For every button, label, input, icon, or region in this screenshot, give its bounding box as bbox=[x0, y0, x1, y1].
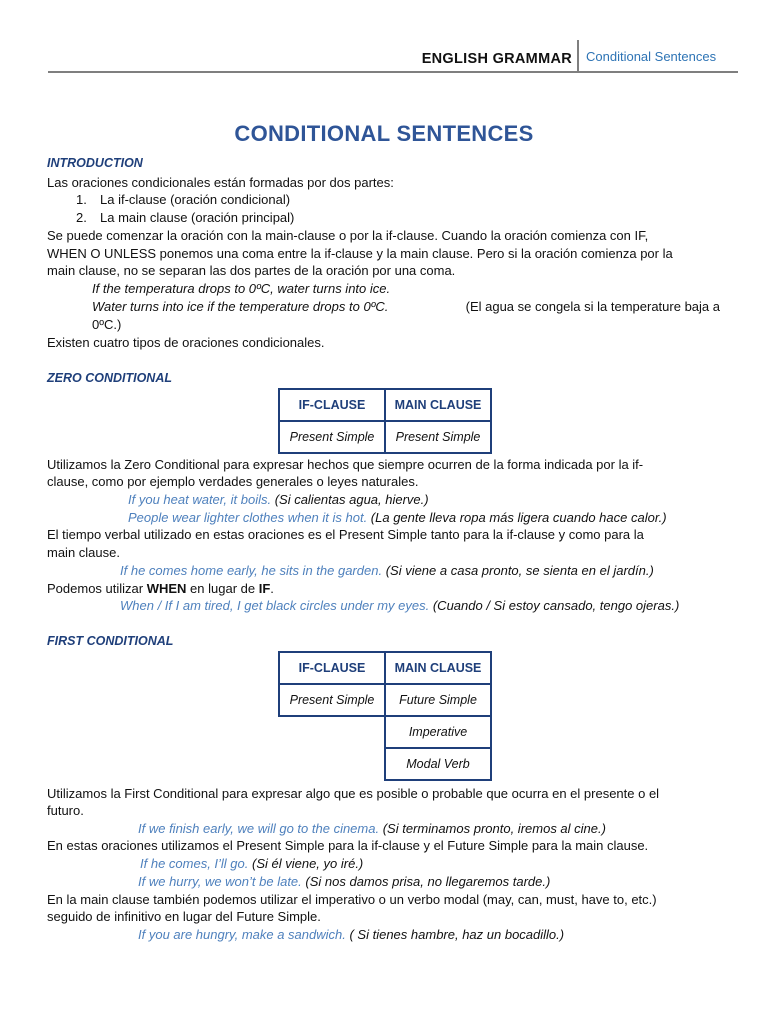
intro-paragraph-3: Existen cuatro tipos de oraciones condicionales. bbox=[47, 335, 325, 350]
first-paragraph-2: En estas oraciones utilizamos el Present Simple para la if-clause y el Future Simple para la main clause. bbox=[47, 838, 649, 853]
table-cell: Present Simple bbox=[385, 421, 491, 453]
list-text: La main clause (oración principal) bbox=[100, 210, 295, 225]
table-cell: Modal Verb bbox=[385, 748, 491, 780]
table-header-main-clause: MAIN CLAUSE bbox=[385, 652, 491, 684]
table-header-if-clause: IF-CLAUSE bbox=[279, 389, 385, 421]
zero-paragraph-2-line: El tiempo verbal utilizado en estas oraciones es el Present Simple tanto para la if-clause y como para la bbox=[47, 527, 644, 542]
first-conditional-table bbox=[278, 651, 492, 781]
document-title: CONDITIONAL SENTENCES bbox=[234, 121, 534, 146]
list-item bbox=[76, 191, 290, 209]
section-heading-introduction: INTRODUCTION bbox=[47, 156, 143, 170]
section-heading-first-conditional: FIRST CONDITIONAL bbox=[47, 634, 174, 648]
header-right-title: Conditional Sentences bbox=[586, 49, 717, 64]
table-empty-cell bbox=[279, 716, 385, 748]
table-cell: Present Simple bbox=[279, 684, 385, 716]
zero-paragraph-3: Podemos utilizar WHEN en lugar de IF. bbox=[47, 581, 274, 596]
intro-paragraph-2-line: WHEN O UNLESS ponemos una coma entre la if-clause y la main clause. Pero si la oración comienza por la bbox=[47, 246, 673, 261]
intro-paragraph-2-line: Se puede comenzar la oración con la main-clause o por la if-clause. Cuando la oración comienza con IF, bbox=[47, 228, 649, 243]
example-sentence: If he comes, I’ll go. (Si él viene, yo iré.) bbox=[140, 856, 364, 871]
example-sentence: If the temperatura drops to 0ºC, water turns into ice. bbox=[92, 281, 391, 296]
table-cell: Future Simple bbox=[385, 684, 491, 716]
first-paragraph-3-line: En la main clause también podemos utilizar el imperativo o un verbo modal (may, can, must, have to, etc.) bbox=[47, 892, 657, 907]
zero-paragraph-1-line: Utilizamos la Zero Conditional para expresar hechos que siempre ocurren de la forma indicada por la if- bbox=[47, 457, 644, 472]
table-header-if-clause: IF-CLAUSE bbox=[279, 652, 385, 684]
intro-paragraph-2-line: main clause, no se separan las dos partes de la oración por una coma. bbox=[47, 263, 456, 278]
header-rule bbox=[48, 71, 738, 73]
intro-paragraph-1: Las oraciones condicionales están formadas por dos partes: bbox=[47, 175, 394, 190]
section-heading-zero-conditional: ZERO CONDITIONAL bbox=[47, 371, 172, 385]
example-sentence: People wear lighter clothes when it is hot. (La gente lleva ropa más ligera cuando hace calor.) bbox=[128, 510, 667, 525]
table-header-main-clause: MAIN CLAUSE bbox=[385, 389, 491, 421]
example-sentence: Water turns into ice if the temperature drops to 0ºC. (El agua se congela si la temperature baja a bbox=[92, 299, 720, 314]
zero-conditional-table bbox=[278, 388, 492, 454]
example-sentence-cont: 0ºC.) bbox=[92, 317, 122, 332]
example-sentence: If we hurry, we won’t be late. (Si nos damos prisa, no llegaremos tarde.) bbox=[138, 874, 551, 889]
table-cell: Imperative bbox=[385, 716, 491, 748]
first-paragraph-1-line: futuro. bbox=[47, 803, 84, 818]
list-item bbox=[76, 209, 294, 227]
first-paragraph-1-line: Utilizamos la First Conditional para expresar algo que es posible o probable que ocurra en el presente o el bbox=[47, 786, 660, 801]
page-header bbox=[48, 40, 738, 74]
list-number: 1. bbox=[76, 192, 87, 207]
list-number: 2. bbox=[76, 210, 87, 225]
table-empty-cell bbox=[279, 748, 385, 780]
first-paragraph-3-line: seguido de infinitivo en lugar del Future Simple. bbox=[47, 909, 321, 924]
example-sentence: If you heat water, it boils. (Si calientas agua, hierve.) bbox=[128, 492, 429, 507]
example-sentence: If he comes home early, he sits in the garden. (Si viene a casa pronto, se sienta en el jardín.) bbox=[120, 563, 654, 578]
list-text: La if-clause (oración condicional) bbox=[100, 192, 291, 207]
example-sentence: If we finish early, we will go to the cinema. (Si terminamos pronto, iremos al cine.) bbox=[138, 821, 606, 836]
header-divider bbox=[577, 40, 579, 73]
header-left-title: ENGLISH GRAMMAR bbox=[421, 51, 572, 67]
table-cell: Present Simple bbox=[279, 421, 385, 453]
example-sentence: If you are hungry, make a sandwich. ( Si tienes hambre, haz un bocadillo.) bbox=[138, 927, 565, 942]
zero-paragraph-1-line: clause, como por ejemplo verdades generales o leyes naturales. bbox=[47, 474, 419, 489]
example-sentence: When / If I am tired, I get black circles under my eyes. (Cuando / Si estoy cansado, tengo ojeras.) bbox=[120, 598, 680, 613]
zero-paragraph-2-line: main clause. bbox=[47, 545, 120, 560]
